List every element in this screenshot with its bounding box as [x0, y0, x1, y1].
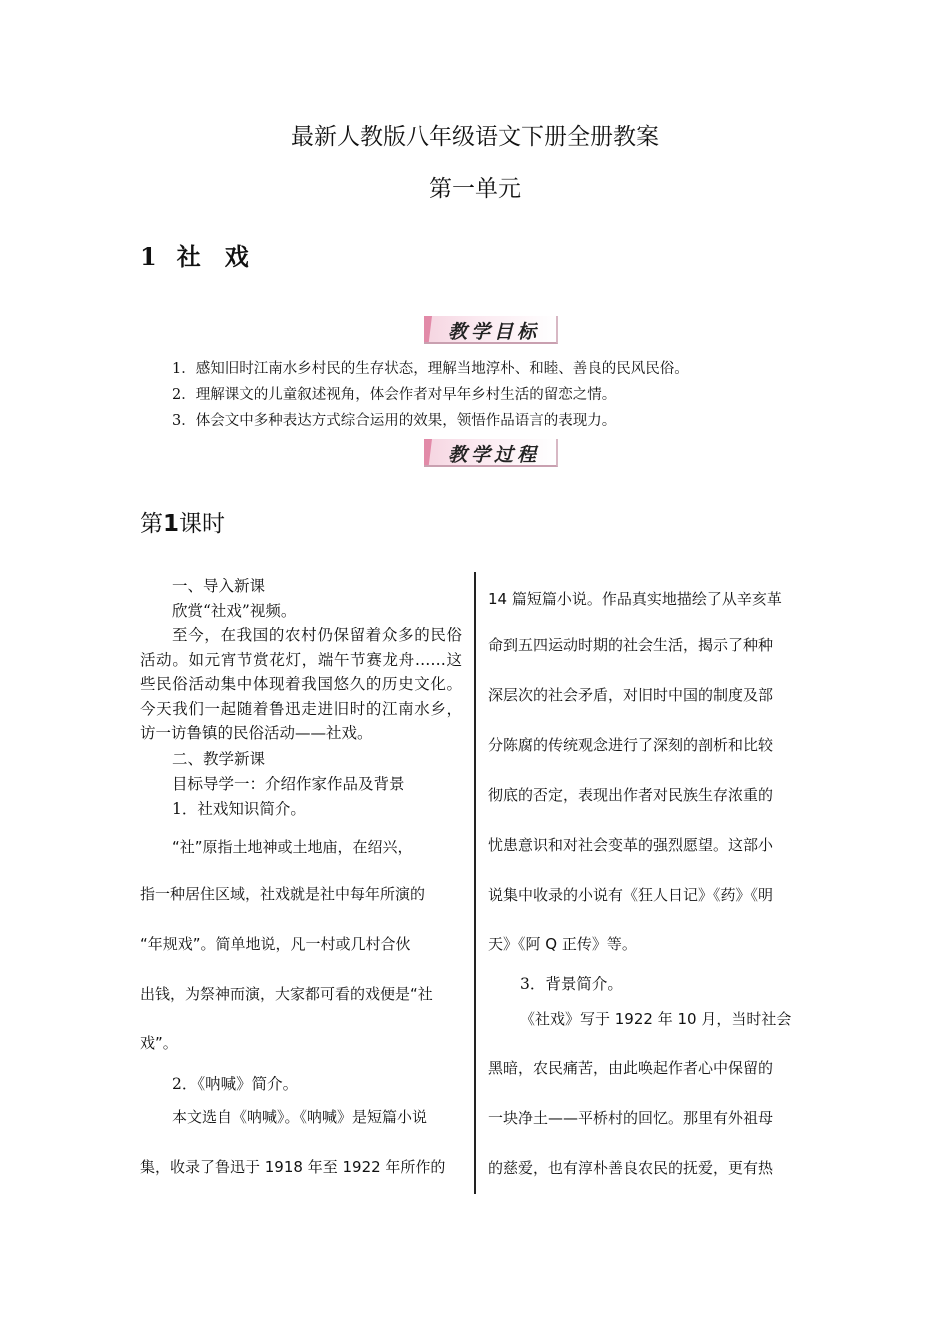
item-3-line: 一块净土——平桥村的回忆。那里有外祖母 [488, 1109, 774, 1127]
item-1-line: “社”原指土地神或土地庙，在绍兴， [172, 838, 413, 856]
item-1-heading: 1．社戏知识简介。 [172, 800, 306, 818]
unit-title: 第一单元 [429, 176, 521, 202]
objectives-banner [424, 316, 558, 344]
right-line: 说集中收录的小说有《狂人日记》《药》《明 [488, 886, 774, 904]
item-3-line: 《社戏》写于 1922 年 10 月，当时社会 [520, 1010, 792, 1028]
item-3-line: 黑暗，农民痛苦，由此唤起作者心中保留的 [488, 1059, 774, 1077]
item-1-line: 戏”。 [140, 1034, 178, 1052]
right-line: 深层次的社会矛盾，对旧时中国的制度及部 [488, 686, 774, 704]
item-3-line: 的慈爱，也有淳朴善良农民的抚爱，更有热 [488, 1159, 774, 1177]
column-divider [474, 572, 476, 1194]
intro-heading: 一、导入新课 [172, 577, 266, 595]
right-line: 分陈腐的传统观念进行了深刻的剖析和比较 [488, 736, 774, 754]
process-banner-label: 教学过程 [448, 444, 541, 466]
lesson-title-char-2: 戏 [224, 242, 251, 271]
item-1-line: 出钱，为祭神而演，大家都可看的戏便是“社 [140, 985, 433, 1003]
lesson-title-char-1: 社 [176, 242, 203, 271]
objective-item: 1．感知旧时江南水乡村民的生存状态，理解当地淳朴、和睦、善良的民风民俗。 [172, 361, 689, 377]
banner-accent-icon [424, 439, 432, 465]
right-line: 命到五四运动时期的社会生活，揭示了种种 [488, 636, 774, 654]
item-2-heading: 2．《呐喊》简介。 [172, 1075, 299, 1093]
new-lesson-heading: 二、教学新课 [172, 750, 266, 768]
objective-item: 2．理解课文的儿童叙述视角，体会作者对早年乡村生活的留恋之情。 [172, 387, 617, 403]
item-3-heading: 3．背景简介。 [520, 975, 623, 993]
right-line: 忧患意识和对社会变革的强烈愿望。这部小 [488, 836, 774, 854]
banner-accent-icon [424, 316, 432, 342]
intro-line: 欣赏“社戏”视频。 [172, 602, 297, 620]
item-2-line: 集，收录了鲁迅于 1918 年至 1922 年所作的 [140, 1158, 446, 1176]
item-1-line: 指一种居住区域，社戏就是社中每年所演的 [140, 885, 426, 903]
item-2-line: 本文选自《呐喊》。《呐喊》是短篇小说 [172, 1108, 428, 1126]
objectives-banner-label: 教学目标 [448, 321, 541, 343]
objective-item: 3．体会文中多种表达方式综合运用的效果，领悟作品语言的表现力。 [172, 413, 617, 429]
lesson-number: 1 [140, 242, 159, 271]
lesson-heading [140, 237, 251, 272]
period-heading: 第1课时 [140, 511, 226, 537]
right-line: 14 篇短篇小说。作品真实地描绘了从辛亥革 [488, 590, 782, 608]
right-line: 天》《阿 Q 正传》等。 [488, 935, 637, 953]
intro-paragraph: 至今，在我国的农村仍保留着众多的民俗活动。如元宵节赏花灯，端午节赛龙舟……这些民俗活动集中体现着我国悠久的历史文化。今天我们一起随着鲁迅走进旧时的江南水乡，访一访鲁镇的民俗活动——社戏。 [140, 626, 462, 742]
item-1-line: “年规戏”。简单地说，凡一村或几村合伙 [140, 935, 411, 953]
right-line: 彻底的否定，表现出作者对民族生存浓重的 [488, 786, 774, 804]
process-banner [424, 439, 558, 467]
goal-heading: 目标导学一：介绍作家作品及背景 [172, 775, 405, 793]
document-title: 最新人教版八年级语文下册全册教案 [291, 124, 659, 150]
